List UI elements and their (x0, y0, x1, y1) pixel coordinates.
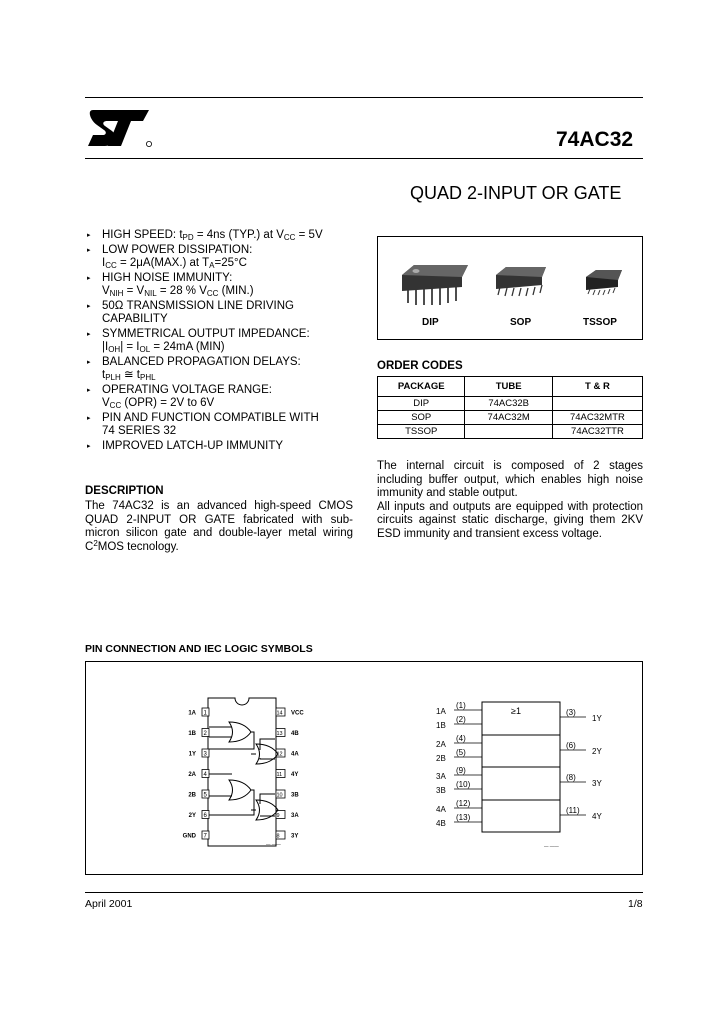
pin-number: 7 (203, 833, 207, 840)
iec-input (436, 734, 482, 749)
table-cell: DIP (378, 397, 465, 411)
iec-output-label: 3Y (592, 779, 602, 788)
pin-left (188, 770, 209, 779)
feature-line: ▸ SYMMETRICAL OUTPUT IMPEDANCE: (102, 328, 310, 340)
iec-input-label: 2B (436, 754, 446, 763)
pin-label: 4Y (291, 772, 299, 778)
table-cell: 74AC32B (465, 397, 552, 411)
part-number: 74AC32 (556, 128, 634, 151)
iec-input-pin: (2) (456, 715, 466, 724)
pin-label: 2Y (188, 813, 196, 819)
feature-item (85, 328, 355, 354)
feature-line: ▸ HIGH NOISE IMMUNITY: (102, 272, 233, 284)
table-row (378, 411, 643, 425)
feature-line: $t_{PLH}$ ≅ $t_{PHL}$ (102, 369, 156, 382)
package-label-sop: SOP (510, 317, 532, 328)
feature-line: $V_{NIH} = V_{NIL} = 28$ % $V_{CC}$ (MIN.) (102, 285, 254, 298)
feature-line: $I_{CC} = 2\mu A(MAX.)$ at $T_A=25^\circ C$ (102, 257, 247, 270)
iec-input-label: 1B (436, 721, 446, 730)
iec-input-pin: (10) (456, 780, 471, 789)
pin-diagram (86, 662, 642, 874)
pin-right (276, 811, 299, 820)
column-header: TUBE (465, 377, 552, 397)
iec-output (560, 773, 602, 788)
pin-label: 3A (291, 813, 299, 819)
footer-date: April 2001 (85, 898, 133, 910)
iec-output-label: 2Y (592, 747, 602, 756)
iec-logic-symbol (436, 701, 602, 849)
feature-item (85, 412, 355, 438)
feature-item (85, 229, 355, 242)
iec-input-pin: (5) (456, 748, 466, 757)
feature-line: $V_{CC}$ (OPR) = 2V to 6V (102, 397, 215, 410)
iec-input-label: 4B (436, 819, 446, 828)
table-cell (465, 425, 552, 439)
top-rule (85, 97, 643, 98)
pin-number: 4 (203, 772, 207, 778)
pin-label: 4B (291, 731, 299, 737)
package-label-tssop: TSSOP (583, 317, 617, 328)
iec-input-pin: (9) (456, 766, 466, 775)
iec-input (436, 799, 482, 814)
feature-item (85, 384, 355, 410)
pin-label: 1Y (188, 751, 196, 758)
pin-number: 10 (276, 792, 283, 799)
iec-input-pin: (4) (456, 734, 466, 743)
feature-item (85, 272, 355, 298)
iec-input-label: 1A (436, 707, 446, 716)
pin-left (188, 729, 209, 738)
pin-label: 2A (188, 772, 196, 778)
iec-input (436, 780, 482, 795)
iec-input-label: 4A (436, 805, 446, 814)
pin-right (276, 749, 299, 758)
pin-right (276, 831, 298, 840)
table-cell: 74AC32TTR (552, 425, 642, 439)
feature-line: ▸ IMPROVED LATCH-UP IMMUNITY (102, 440, 284, 452)
pin-right (276, 729, 299, 738)
pin-section-title: PIN CONNECTION AND IEC LOGIC SYMBOLS (85, 643, 313, 655)
iec-output (560, 806, 602, 821)
iec-output-pin: (8) (566, 773, 576, 782)
pin-number: 14 (276, 710, 283, 717)
column-header: T & R (552, 377, 642, 397)
iec-input (436, 766, 482, 781)
pin-left (189, 749, 209, 758)
column-header: PACKAGE (378, 377, 465, 397)
feature-line: ▸ 50Ω TRANSMISSION LINE DRIVING (102, 300, 294, 312)
table-cell: SOP (378, 411, 465, 425)
iec-input-pin: (12) (456, 799, 471, 808)
pin-label: 1A (188, 710, 196, 717)
feature-item (85, 356, 355, 382)
header-rule (85, 158, 643, 159)
description-body: The 74AC32 is an advanced high-speed CMOS QUAD 2-INPUT OR GATE fabricated with sub-micron silicon gate and double-layer metal wiring $C^2MOS$ tecnology. (85, 500, 353, 553)
svg-text:— ——: — —— (544, 844, 559, 849)
pin-label: 3Y (291, 833, 299, 840)
tssop-package-icon (584, 267, 624, 299)
feature-line: ▸ OPERATING VOLTAGE RANGE: (102, 384, 272, 396)
iec-input-pin: (1) (456, 701, 466, 710)
pin-label: GND (182, 833, 196, 840)
feature-line: CAPABILITY (102, 313, 168, 325)
iec-input-pin: (13) (456, 813, 471, 822)
dip-package-icon (398, 259, 470, 307)
iec-output (560, 708, 602, 723)
iec-input-label: 3A (436, 772, 446, 781)
iec-output-pin: (6) (566, 741, 576, 750)
iec-or-symbol: ≥1 (511, 706, 521, 716)
table-row (378, 425, 643, 439)
pin-label: VCC (291, 710, 304, 717)
pin-number: 6 (203, 813, 207, 819)
feature-line: ▸ BALANCED PROPAGATION DELAYS: (102, 356, 301, 368)
svg-text:— ——: — —— (266, 842, 281, 847)
table-cell: TSSOP (378, 425, 465, 439)
paragraph: All inputs and outputs are equipped with protection circuits against static discharge, giving them 2KV ESD immunity and transient excess voltage. (377, 500, 643, 540)
pin-number: 8 (276, 833, 280, 840)
iec-input (436, 813, 482, 828)
pin-left (188, 708, 209, 717)
iec-input-label: 2A (436, 740, 446, 749)
feature-line: $|I_{OH}| = I_{OL} = 24mA$ (MIN) (102, 341, 225, 354)
order-codes-table (377, 376, 643, 439)
pin-label: 2B (188, 792, 196, 799)
pin-number: 5 (203, 792, 207, 799)
pin-label: 3B (291, 792, 299, 799)
subtitle: QUAD 2-INPUT OR GATE (410, 183, 622, 203)
pin-label: 4A (291, 751, 299, 758)
pin-right (276, 790, 299, 799)
feature-line: ▸ PIN AND FUNCTION COMPATIBLE WITH (102, 412, 319, 424)
pin-number: 12 (276, 751, 283, 758)
pin-number: 11 (276, 772, 283, 778)
pin-label: 1B (188, 731, 196, 737)
pin-left (188, 790, 209, 799)
pin-right (276, 708, 304, 717)
pin-number: 3 (203, 751, 207, 758)
iec-output (560, 741, 602, 756)
feature-item (85, 244, 355, 270)
iec-output-label: 4Y (592, 812, 602, 821)
pin-number: 13 (276, 731, 283, 737)
sop-package-icon (492, 263, 548, 301)
footer-rule (85, 892, 643, 893)
pin-left (189, 811, 209, 820)
order-codes-title: ORDER CODES (377, 360, 463, 372)
feature-item (85, 440, 355, 453)
page-number: 1/8 (628, 898, 643, 910)
table-cell: 74AC32M (465, 411, 552, 425)
pin-number: 9 (276, 813, 280, 819)
pin-right (276, 770, 298, 779)
feature-line: ▸ HIGH SPEED: $t_{PD} = 4ns$ (TYP.) at $V_{CC} = 5V$ (102, 229, 323, 242)
iec-output-label: 1Y (592, 714, 602, 723)
iec-input (436, 701, 482, 716)
pin-number: 2 (203, 731, 207, 737)
iec-input-label: 3B (436, 786, 446, 795)
iec-input (436, 715, 482, 730)
dip-pinout (183, 698, 305, 847)
internal-circuit-text (377, 460, 643, 541)
table-header-row (378, 377, 643, 397)
feature-item (85, 300, 355, 326)
table-cell (552, 397, 642, 411)
iec-output-pin: (11) (566, 806, 580, 815)
table-row (378, 397, 643, 411)
st-logo (87, 108, 157, 150)
paragraph: The internal circuit is composed of 2 stages including buffer output, which enables high noise immunity and stable output. (377, 460, 643, 499)
feature-list (85, 229, 355, 453)
feature-line: 74 SERIES 32 (102, 425, 177, 437)
package-label-dip: DIP (422, 317, 439, 328)
feature-line: ▸ LOW POWER DISSIPATION: (102, 244, 253, 256)
pin-diagram-box (85, 661, 643, 875)
table-cell: 74AC32MTR (552, 411, 642, 425)
pin-number: 1 (203, 710, 207, 717)
pin-left (183, 831, 209, 840)
iec-output-pin: (3) (566, 708, 576, 717)
package-images (377, 236, 643, 340)
iec-input (436, 748, 482, 763)
description-title: DESCRIPTION (85, 485, 164, 497)
